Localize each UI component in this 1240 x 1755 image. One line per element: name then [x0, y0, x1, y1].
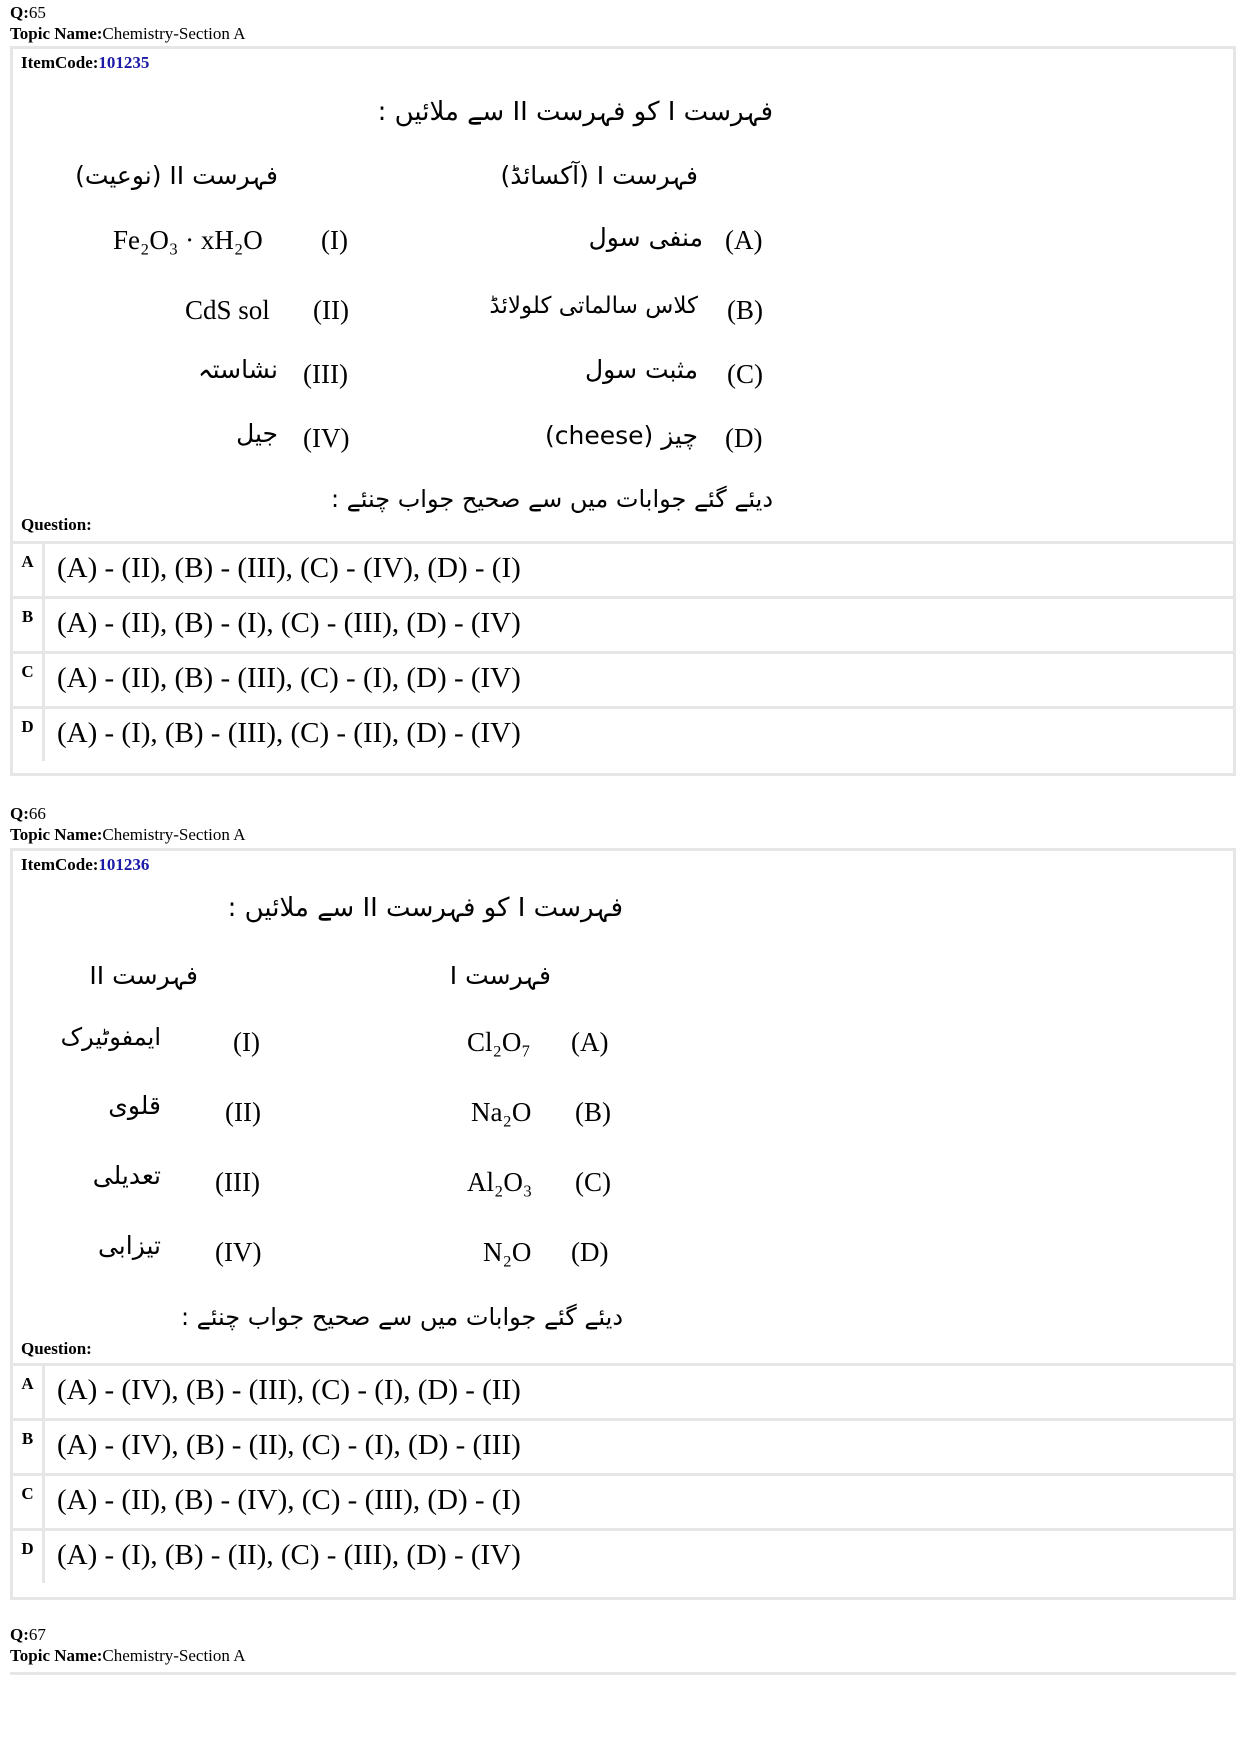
- match-instruction: فہرست I کو فہرست II سے ملائیں :: [377, 97, 773, 127]
- option-letter: D: [13, 1531, 45, 1583]
- q66-number-line: [10, 803, 245, 824]
- topic-name: Chemistry-Section A: [102, 825, 246, 844]
- q67-header: [10, 1624, 245, 1666]
- topic-label: Topic Name:: [10, 1646, 103, 1665]
- list1-label: (D): [571, 1237, 609, 1267]
- list1-label: (D): [725, 423, 763, 453]
- list2-item: ایمفوٹیرک: [60, 1023, 161, 1051]
- option-text: (A) - (II), (B) - (III), (C) - (I), (D) - (IV): [57, 662, 521, 694]
- topic-label: Topic Name:: [10, 24, 103, 43]
- list2-label: (III): [215, 1167, 260, 1197]
- list1-label: (A): [725, 225, 763, 255]
- list2-label: (II): [313, 295, 349, 325]
- choose-instruction: دیئے گئے جوابات میں سے صحیح جواب چنئے :: [180, 1303, 623, 1331]
- option-text: (A) - (IV), (B) - (III), (C) - (I), (D) - (II): [57, 1374, 521, 1406]
- option-text: (A) - (I), (B) - (III), (C) - (II), (D) - (IV): [57, 717, 521, 749]
- option-letter: B: [13, 1421, 45, 1473]
- option-row[interactable]: [13, 1418, 1233, 1473]
- topic-name: Chemistry-Section A: [102, 1646, 246, 1665]
- itemcode-value: 101235: [98, 53, 150, 72]
- list2-item: قلوی: [108, 1091, 161, 1120]
- q65-box: [10, 46, 1236, 776]
- list1-item: Al₂O₃: [467, 1167, 533, 1197]
- list2-item: نشاستہ: [197, 355, 278, 384]
- q65-header: [10, 2, 245, 44]
- q-label: Q:: [10, 1625, 29, 1644]
- list2-item: CdS sol: [185, 295, 270, 325]
- option-letter: D: [13, 709, 45, 761]
- q-label: Q:: [10, 3, 29, 22]
- list1-item: Na₂O: [471, 1097, 532, 1127]
- option-row[interactable]: [13, 1363, 1233, 1418]
- q-number: 67: [28, 1625, 46, 1644]
- itemcode-value: 101236: [98, 855, 150, 874]
- itemcode-label: ItemCode:: [21, 855, 99, 874]
- q65-options: [13, 541, 1233, 761]
- list1-header: فہرست I (آکسائڈ): [500, 161, 698, 190]
- list2-label: (III): [303, 359, 348, 389]
- q65-topic-line: [10, 23, 245, 44]
- q67-box-top: [10, 1672, 1236, 1675]
- list1-label: (C): [575, 1167, 611, 1197]
- option-row[interactable]: [13, 651, 1233, 706]
- list1-label: (A): [571, 1027, 609, 1057]
- list1-item: کلاس سالماتی کلولائڈ: [489, 293, 698, 319]
- q67-number-line: [10, 1624, 245, 1645]
- option-row[interactable]: [13, 1528, 1233, 1583]
- q65-itemcode: [21, 53, 149, 73]
- list2-label: (IV): [215, 1237, 262, 1267]
- option-row[interactable]: [13, 1473, 1233, 1528]
- list1-label: (B): [575, 1097, 611, 1127]
- list2-item: جیل: [236, 419, 278, 448]
- option-row[interactable]: [13, 706, 1233, 761]
- list1-item: N₂O: [483, 1237, 532, 1267]
- option-text: (A) - (II), (B) - (I), (C) - (III), (D) - (IV): [57, 607, 521, 639]
- option-text: (A) - (I), (B) - (II), (C) - (III), (D) - (IV): [57, 1539, 521, 1571]
- q-number: 66: [28, 804, 46, 823]
- option-letter: C: [13, 1476, 45, 1528]
- option-letter: C: [13, 654, 45, 706]
- topic-name: Chemistry-Section A: [102, 24, 246, 43]
- list1-label: (C): [727, 359, 763, 389]
- list1-label: (B): [727, 295, 763, 325]
- list2-item: تعدیلی: [92, 1161, 161, 1190]
- q-number: 65: [28, 3, 46, 22]
- list2-label: (IV): [303, 423, 350, 453]
- q67-topic-line: [10, 1645, 245, 1666]
- list1-header: فہرست I: [449, 961, 551, 990]
- list2-item: Fe₂O₃ · xH₂O: [113, 225, 263, 255]
- list2-label: (I): [321, 225, 348, 255]
- question-label: Question:: [21, 515, 92, 534]
- q66-itemcode: [21, 855, 149, 875]
- list2-item: تیزابی: [97, 1231, 161, 1260]
- q65-number-line: [10, 2, 245, 23]
- list1-item: Cl₂O₇: [467, 1027, 531, 1057]
- q66-box: [10, 848, 1236, 1600]
- q66-topic-line: [10, 824, 245, 845]
- match-instruction: فہرست I کو فہرست II سے ملائیں :: [227, 893, 623, 923]
- q-label: Q:: [10, 804, 29, 823]
- option-text: (A) - (IV), (B) - (II), (C) - (I), (D) - (III): [57, 1429, 521, 1461]
- list1-item: مثبت سول: [584, 355, 698, 384]
- q66-options: [13, 1363, 1233, 1583]
- list2-label: (II): [225, 1097, 261, 1127]
- topic-label: Topic Name:: [10, 825, 103, 844]
- option-text: (A) - (II), (B) - (III), (C) - (IV), (D) - (I): [57, 552, 521, 584]
- list2-label: (I): [233, 1027, 260, 1057]
- option-row[interactable]: [13, 596, 1233, 651]
- list2-header: فہرست II: [89, 961, 198, 990]
- list1-item: منفی سول: [588, 223, 703, 252]
- option-text: (A) - (II), (B) - (IV), (C) - (III), (D) - (I): [57, 1484, 521, 1516]
- option-letter: A: [13, 1366, 45, 1418]
- question-label: Question:: [21, 1339, 92, 1358]
- choose-instruction: دیئے گئے جوابات میں سے صحیح جواب چنئے :: [330, 485, 773, 513]
- option-row[interactable]: [13, 541, 1233, 596]
- list1-item: چیز (cheese): [544, 421, 698, 450]
- list2-header: فہرست II (نوعیت): [75, 161, 278, 190]
- option-letter: A: [13, 544, 45, 596]
- itemcode-label: ItemCode:: [21, 53, 99, 72]
- q66-header: [10, 803, 245, 845]
- option-letter: B: [13, 599, 45, 651]
